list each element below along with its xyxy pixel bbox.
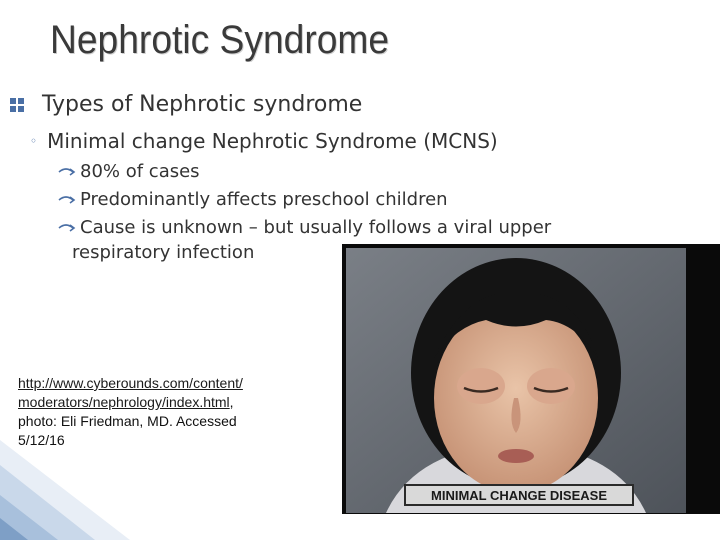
source-citation <box>18 374 338 450</box>
level3-text: Cause is unknown – but usually follows a viral upper <box>80 217 552 238</box>
source-accessed-date: 5/12/16 <box>18 432 65 448</box>
square-bullet-icon <box>10 98 24 112</box>
level3-continuation: respiratory infection <box>72 242 255 263</box>
arrow-bullet-icon <box>58 166 78 178</box>
source-link-line1: http://www.cyberounds.com/content/ <box>18 375 243 391</box>
level2-bullet-item <box>30 129 498 153</box>
level2-text: Minimal change Nephrotic Syndrome (MCNS) <box>47 129 498 153</box>
level1-text: Types of Nephrotic syndrome <box>42 92 363 117</box>
level3-text: 80% of cases <box>80 161 200 182</box>
level3-bullet-item <box>58 161 200 182</box>
child-face-photo <box>346 248 686 513</box>
arrow-bullet-icon <box>58 222 78 234</box>
level3-text: Predominantly affects preschool children <box>80 189 448 210</box>
slide-title: Nephrotic Syndrome <box>50 18 390 62</box>
source-link-comma: , <box>229 394 234 410</box>
hollow-circle-bullet-icon: ◦ <box>30 134 38 148</box>
level3-bullet-item <box>58 189 448 210</box>
source-link-line2: moderators/nephrology/index.html <box>18 394 230 410</box>
photo-caption <box>404 484 634 506</box>
photo-caption-text: MINIMAL CHANGE DISEASE <box>431 487 607 503</box>
arrow-bullet-icon <box>58 194 78 206</box>
source-link[interactable] <box>18 375 243 410</box>
level3-bullet-item <box>58 217 551 238</box>
source-photo-credit: photo: Eli Friedman, MD. Accessed <box>18 413 237 429</box>
decorative-corner <box>0 440 130 540</box>
level1-bullet-item <box>10 92 362 117</box>
